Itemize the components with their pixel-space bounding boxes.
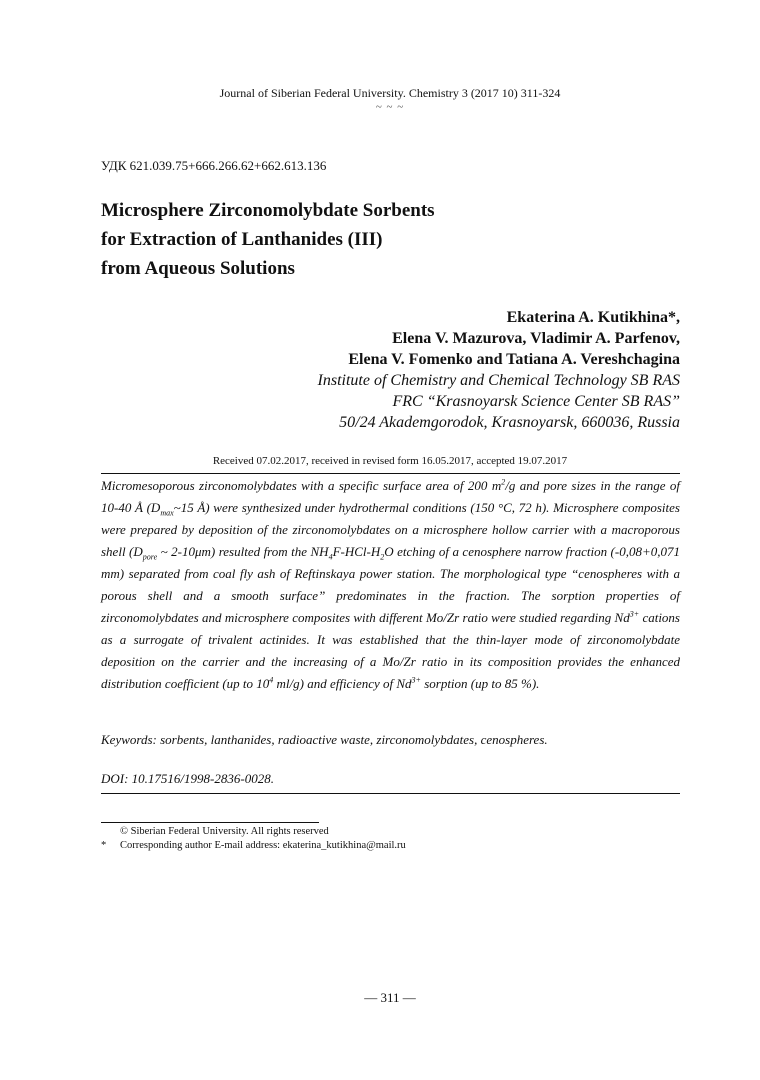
affiliation-line-1: Institute of Chemistry and Chemical Technology SB RAS (317, 372, 680, 389)
title-line-3: from Aqueous Solutions (101, 258, 295, 279)
abstract-subscript: 4 (328, 552, 333, 562)
abstract-text: sorption (up to 85 %). (420, 676, 540, 691)
abstract-text: O etching of a cenosphere narrow fraction (-0,08+0,071 mm) separated from coal fly ash of Reftinskaya power station. The morphological type “cenospheres with a porous shell and a smooth surface” predominates in the fraction. The sorption properties of zirconomolybdates and microsphere composites with different Mo/Zr ratio were studied regarding Nd (101, 544, 680, 625)
abstract-subscript: max (160, 508, 174, 518)
abstract-text: F-HCl-H (332, 544, 381, 559)
affiliation-line-3: 50/24 Akademgorodok, Krasnoyarsk, 660036, Russia (339, 414, 680, 431)
abstract-text: cations as a surrogate of trivalent actinides. It was established that the thin-layer mode of zirconomolybdate deposition on the carrier and the increasing of a Mo/Zr ratio in its composition provides the enhanced distribution coefficient (up to 10 (101, 610, 680, 691)
abstract-superscript: 2 (501, 477, 506, 487)
author-line-1: Ekaterina A. Kutikhina*, (506, 309, 680, 326)
corresponding-author-text: Corresponding author E-mail address: ekaterina_kutikhina@mail.ru (120, 840, 406, 851)
keywords: Keywords: sorbents, lanthanides, radioactive waste, zirconomolybdates, cenospheres. (101, 732, 548, 747)
title-line-1: Microsphere Zirconomolybdate Sorbents (101, 200, 435, 221)
copyright-text: © Siberian Federal University. All rights reserved (120, 826, 329, 837)
abstract-top-rule (101, 473, 680, 474)
journal-header: Journal of Siberian Federal University. Chemistry 3 (2017 10) 311-324 (219, 86, 561, 100)
received-dates: Received 07.02.2017, received in revised form 16.05.2017, accepted 19.07.2017 (212, 455, 568, 467)
footnote-star: * (101, 840, 107, 851)
abstract-subscript: pore (142, 552, 158, 562)
footnote-copyright (101, 826, 329, 837)
author-line-2: Elena V. Mazurova, Vladimir A. Parfenov, (392, 330, 680, 347)
abstract-text: Micromesoporous zirconomolybdates with a specific surface area of 200 m (101, 478, 502, 493)
abstract-superscript: 3+ (411, 675, 421, 685)
doi: DOI: 10.17516/1998-2836-0028. (101, 771, 274, 786)
abstract-bottom-rule (101, 793, 680, 794)
udk-code: УДК 621.039.75+666.266.62+662.613.136 (101, 158, 327, 173)
abstract-subscript: 2 (380, 552, 385, 562)
author-block (318, 307, 680, 433)
abstract-superscript: 3+ (629, 609, 640, 619)
header-ornament: ~ ~ ~ (375, 101, 405, 113)
abstract-text: ~ 2-10μm) resulted from the NH (157, 544, 329, 559)
abstract-text: ~15 Å) were synthesized under hydrothermal conditions (150 °C, 72 h). Microsphere composites were prepared by deposition of the zirconomolybdates on a microsphere hollow carrier with a macroporous shell (D (101, 500, 680, 559)
abstract-text: /g and pore sizes in the range of 10-40 Å (D (101, 478, 680, 515)
title-line-2: for Extraction of Lanthanides (III) (101, 229, 383, 250)
abstract (101, 475, 680, 695)
footnote-corresponding (101, 840, 406, 851)
paper-title (101, 196, 661, 283)
page-number: — 311 — (364, 990, 416, 1005)
footnote-rule (101, 822, 319, 823)
affiliation-line-2: FRC “Krasnoyarsk Science Center SB RAS” (392, 393, 680, 410)
abstract-superscript: 4 (269, 675, 274, 685)
abstract-text: ml/g) and efficiency of Nd (273, 676, 412, 691)
author-line-3: Elena V. Fomenko and Tatiana A. Vereshchagina (348, 351, 680, 368)
